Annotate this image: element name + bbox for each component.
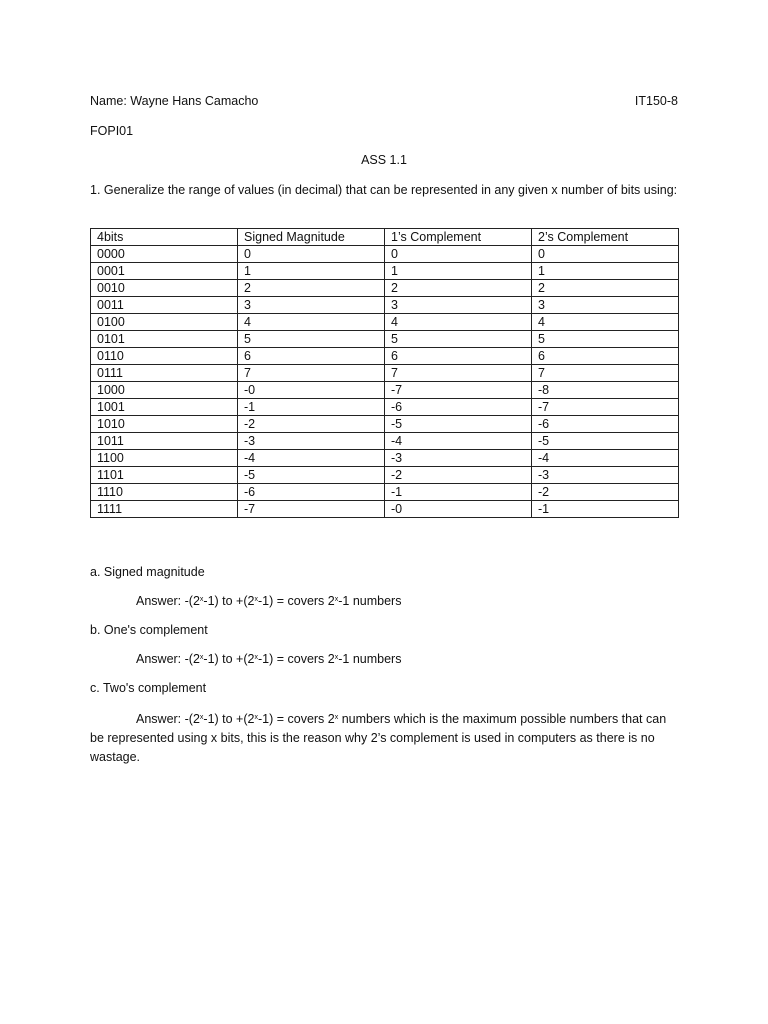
- table-cell: 1101: [91, 467, 238, 484]
- column-header: Signed Magnitude: [238, 229, 385, 246]
- table-cell: 1000: [91, 382, 238, 399]
- table-cell: 6: [532, 348, 679, 365]
- answer-a-text: [136, 594, 678, 608]
- assignment-title: ASS 1.1: [361, 153, 407, 167]
- superscript: x: [334, 654, 339, 661]
- table-row: [91, 280, 679, 297]
- table-cell: 1: [238, 263, 385, 280]
- answer-text-part: Answer: -(2: [136, 712, 200, 726]
- table-cell: -5: [238, 467, 385, 484]
- table-row: [91, 433, 679, 450]
- table-cell: -1: [238, 399, 385, 416]
- student-name: Name: Wayne Hans Camacho: [90, 94, 259, 108]
- course-code: FOPI01: [90, 124, 134, 138]
- table-row: [91, 263, 679, 280]
- table-cell: -2: [238, 416, 385, 433]
- table-cell: 3: [532, 297, 679, 314]
- table-cell: 1001: [91, 399, 238, 416]
- table-cell: 7: [385, 365, 532, 382]
- answer-text-part: -1) to +(2: [203, 652, 255, 666]
- table-cell: 5: [238, 331, 385, 348]
- answer-b-text: [136, 652, 678, 666]
- table-cell: -7: [385, 382, 532, 399]
- table-cell: 4: [385, 314, 532, 331]
- table-cell: -0: [385, 501, 532, 518]
- table-cell: 1110: [91, 484, 238, 501]
- table-cell: -8: [532, 382, 679, 399]
- table-cell: 0100: [91, 314, 238, 331]
- superscript: x: [254, 654, 258, 661]
- superscript: x: [199, 654, 204, 661]
- table-cell: -1: [532, 501, 679, 518]
- table-cell: 6: [238, 348, 385, 365]
- table-cell: 0: [532, 246, 679, 263]
- section-code: IT150-8: [634, 94, 678, 108]
- table-row: [91, 416, 679, 433]
- table-row: [91, 450, 679, 467]
- table-cell: 5: [532, 331, 679, 348]
- table-cell: -6: [238, 484, 385, 501]
- table-cell: 0000: [91, 246, 238, 263]
- table-cell: -4: [238, 450, 385, 467]
- table-cell: -2: [385, 467, 532, 484]
- column-header: 1’s Complement: [385, 229, 532, 246]
- table-cell: 7: [532, 365, 679, 382]
- table-cell: 2: [385, 280, 532, 297]
- table-cell: 0: [238, 246, 385, 263]
- table-cell: -7: [238, 501, 385, 518]
- table-cell: -7: [532, 399, 679, 416]
- table-cell: -5: [532, 433, 679, 450]
- table-cell: 1: [532, 263, 679, 280]
- answer-text-part: -1) = covers 2: [257, 652, 335, 666]
- bits-table: [90, 228, 679, 518]
- table-cell: -6: [532, 416, 679, 433]
- answer-text-part: -1 numbers: [338, 652, 402, 666]
- superscript: x: [254, 714, 258, 721]
- table-cell: 1011: [91, 433, 238, 450]
- answer-text-part: -1) = covers 2: [257, 712, 335, 726]
- superscript: x: [199, 714, 204, 721]
- table-row: [91, 501, 679, 518]
- answer-text-part: -1) = covers 2: [257, 594, 335, 608]
- table-cell: 1: [385, 263, 532, 280]
- table-cell: 2: [238, 280, 385, 297]
- answer-b-label: b. One's complement: [90, 623, 208, 637]
- table-row: [91, 297, 679, 314]
- answer-text-part: -1) to +(2: [203, 712, 255, 726]
- table-row: [91, 382, 679, 399]
- table-row: [91, 399, 679, 416]
- column-header: 2’s Complement: [532, 229, 679, 246]
- table-row: [91, 348, 679, 365]
- answer-text-part: -1 numbers: [338, 594, 402, 608]
- table-cell: 4: [532, 314, 679, 331]
- table-cell: 0: [385, 246, 532, 263]
- table-cell: -1: [385, 484, 532, 501]
- table-row: [91, 246, 679, 263]
- answer-a-label: a. Signed magnitude: [90, 565, 205, 579]
- table-row: [91, 467, 679, 484]
- table-cell: -6: [385, 399, 532, 416]
- table-row: [91, 314, 679, 331]
- answer-text-part: Answer: -(2: [136, 594, 200, 608]
- table-cell: -2: [532, 484, 679, 501]
- header-row: [90, 94, 678, 108]
- table-cell: 0110: [91, 348, 238, 365]
- table-cell: 1100: [91, 450, 238, 467]
- table-cell: 0001: [91, 263, 238, 280]
- table-header-row: [91, 229, 679, 246]
- table-cell: 2: [532, 280, 679, 297]
- table-cell: 0010: [91, 280, 238, 297]
- table-cell: 3: [238, 297, 385, 314]
- table-row: [91, 365, 679, 382]
- superscript: x: [199, 596, 204, 603]
- superscript: x: [254, 596, 258, 603]
- table-cell: 7: [238, 365, 385, 382]
- table-cell: -4: [385, 433, 532, 450]
- question-text: 1. Generalize the range of values (in decimal) that can be represented in any given x number of bits using:: [90, 183, 678, 197]
- answer-c-text: [90, 710, 678, 767]
- table-cell: 4: [238, 314, 385, 331]
- table-cell: -4: [532, 450, 679, 467]
- table-row: [91, 484, 679, 501]
- table-cell: 0101: [91, 331, 238, 348]
- table-row: [91, 331, 679, 348]
- table-body: [91, 246, 679, 518]
- superscript: x: [334, 596, 339, 603]
- answer-text-part: Answer: -(2: [136, 652, 200, 666]
- table-cell: -3: [238, 433, 385, 450]
- superscript: x: [334, 714, 339, 721]
- answer-text-part: numbers which is the maximum possible numbers that can be represented using x bits, this is the reason why 2’s complement is used in computers as there is no wastage.: [90, 712, 667, 764]
- column-header: 4bits: [91, 229, 238, 246]
- answer-text-part: -1) to +(2: [203, 594, 255, 608]
- table-cell: 5: [385, 331, 532, 348]
- table-cell: 0111: [91, 365, 238, 382]
- table-cell: -0: [238, 382, 385, 399]
- table-cell: 1111: [91, 501, 238, 518]
- table-cell: -3: [385, 450, 532, 467]
- table-cell: 6: [385, 348, 532, 365]
- table-cell: 3: [385, 297, 532, 314]
- table-cell: -3: [532, 467, 679, 484]
- table-cell: 0011: [91, 297, 238, 314]
- table-cell: -5: [385, 416, 532, 433]
- answer-c-label: c. Two's complement: [90, 681, 207, 695]
- table-cell: 1010: [91, 416, 238, 433]
